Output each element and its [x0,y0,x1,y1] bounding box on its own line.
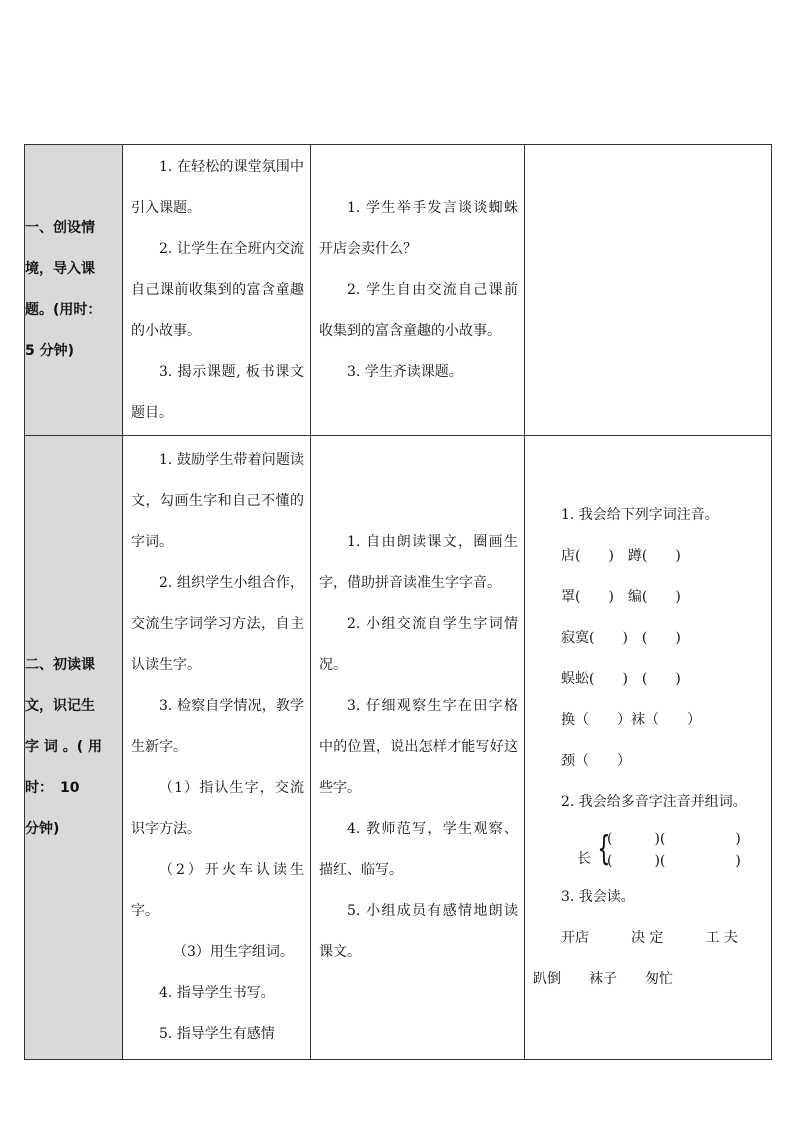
student-item: 3. 仔细观察生字在田字格中的位置，说出怎样才能写好这些字。 [319,698,518,796]
student-item: 4. 教师范写，学生观察、描红、临写。 [319,821,518,878]
polyphone-row-1: ( )( ) [607,831,741,847]
stage-1-line: 题。(用时： [25,302,102,318]
teacher-item: 3. 检察自学情况，教学生新字。 [131,698,304,755]
teacher-item: 4. 指导学生书写。 [159,985,275,1001]
teacher-item: 5. 指导学生有感情 [159,1026,275,1042]
teacher-subitem: （2）开火车认读生字。 [131,862,304,919]
student-item: 3. 学生齐读课题。 [347,363,463,380]
exercise-q1-item: 颈（ ） [561,753,631,769]
stage-2-line: 字 词 。( 用 [25,739,103,755]
student-item: 1. 学生举手发言谈谈蜘蛛开店会卖什么？ [319,199,518,257]
exercise-q1-item: 店( ) 蹲( ) [561,548,681,564]
exercise-q1: 1. 我会给下列字词注音。 [561,507,719,523]
exercise-q1-item: 寂寞( ) ( ) [561,630,681,646]
row-stage-1 [25,145,772,436]
student-item: 1. 自由朗读课文，圈画生字，借助拼音读准生字字音。 [319,534,518,591]
teacher-item: 2. 让学生在全班内交流自己课前收集到的富含童趣的小故事。 [131,240,304,339]
stage-1-line: 5 分钟) [25,343,75,359]
student-item: 2. 小组交流自学生字词情况。 [319,616,518,673]
teacher-item: 1. 在轻松的课堂氛围中引入课题。 [131,158,304,216]
exercise-q1-item: 蜈蚣( ) ( ) [561,671,681,687]
lesson-plan-table [24,144,772,1060]
exercise-cell-1 [525,145,772,436]
stage-1-line: 境，导入课 [25,261,95,277]
stage-1-label [25,145,123,436]
exercise-q3-words: 趴倒 袜子 匆忙 [533,971,673,987]
stage-2-label [25,436,123,1060]
teacher-activities-2 [123,436,311,1060]
row-stage-2 [25,436,772,1060]
stage-1-line: 一、创设情 [25,220,95,236]
polyphone-row-2: ( )( ) [607,853,741,869]
teacher-subitem: （1）指认生字，交流识字方法。 [131,780,304,837]
exercise-q2: 2. 我会给多音字注音并组词。 [561,794,747,810]
student-item: 5. 小组成员有感情地朗读 课文。 [319,903,532,960]
brace-icon: { [597,829,611,869]
teacher-activities-1 [123,145,311,436]
teacher-item: 2. 组织学生小组合作，交流生字词学习方法，自主认读生字。 [131,575,304,673]
student-item: 2. 学生自由交流自己课前收集到的富含童趣的小故事。 [319,281,518,339]
exercise-q3-words: 开店 决 定 工 夫 [561,930,738,946]
teacher-subitem: （3）用生字组词。 [173,944,294,960]
stage-2-line: 分钟) [25,821,60,837]
stage-2-line: 文，识记生 [25,698,95,714]
teacher-item: 3. 揭示课题, 板书课文题目。 [131,363,304,421]
student-activities-2 [311,436,532,1060]
student-activities-1 [311,145,525,436]
polyphone-block [577,827,765,873]
exercise-q3: 3. 我会读。 [561,889,635,905]
exercise-q1-item: 罩( ) 编( ) [561,589,681,605]
teacher-item: 1. 鼓励学生带着问题读文，勾画生字和自己不懂的字词。 [131,452,304,550]
stage-2-line: 二、初读课 [25,657,95,673]
polyphone-char: 长 [577,851,591,867]
exercise-q1-item: 换（ ）袜（ ） [561,712,701,728]
exercise-cell-2 [525,436,772,1060]
stage-2-line: 时： 10 [25,780,80,796]
